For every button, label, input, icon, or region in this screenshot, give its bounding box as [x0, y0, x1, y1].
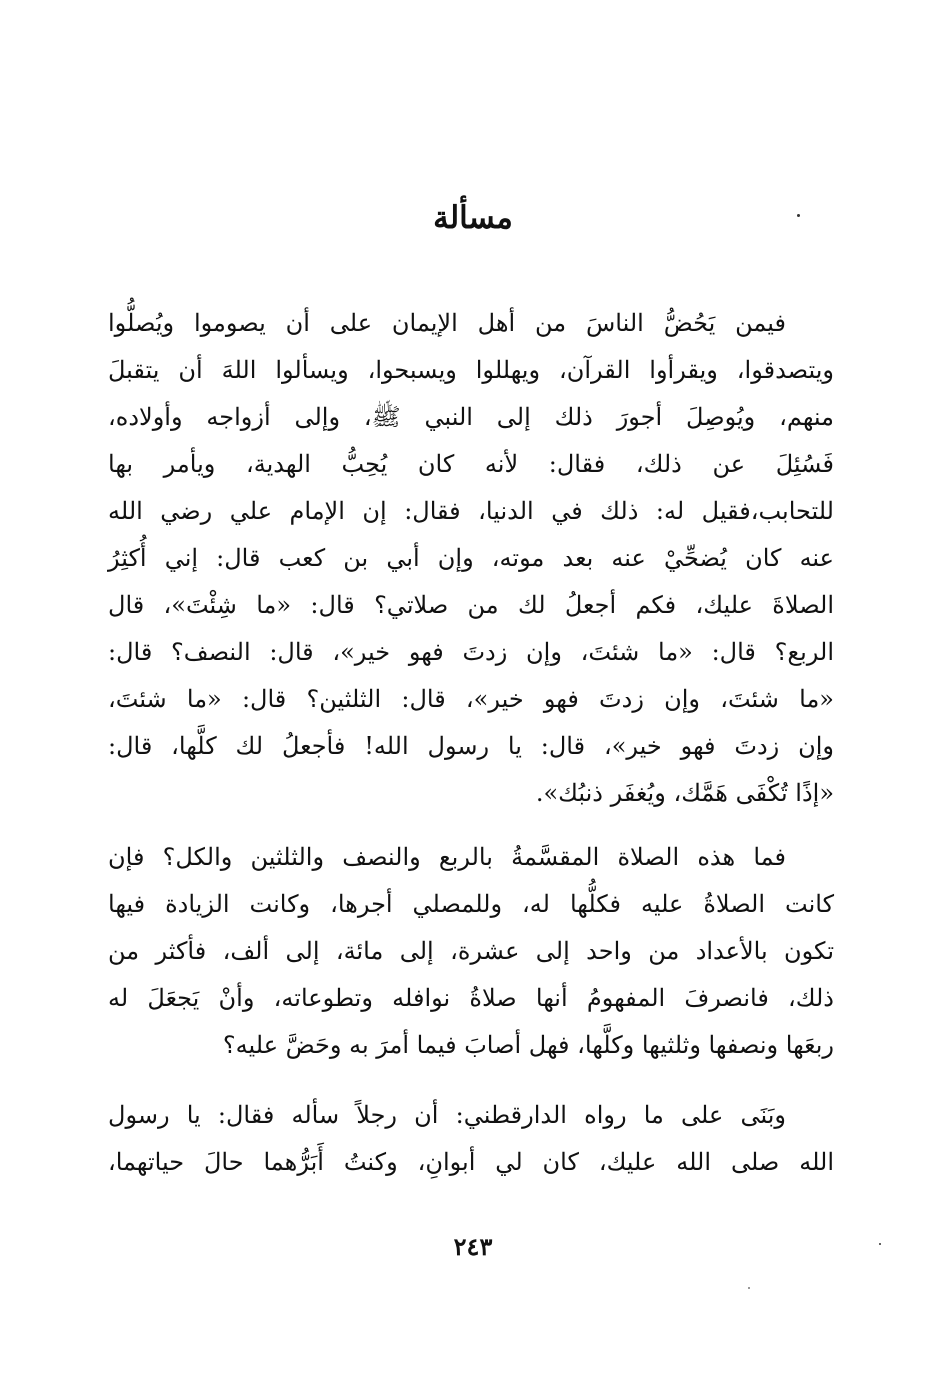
paragraph-1	[108, 300, 834, 817]
text-line: فَسُئِلَ عن ذلك، فقال: لأنه كان يُحِبُّ الهدية، ويأمر بها	[108, 450, 834, 478]
text-line: منهم، ويُوصِلَ أجورَ ذلك إلى النبي ﷺ، وإلى أزواجه وأولاده،	[108, 403, 834, 431]
text-line: تكون بالأعداد من واحد إلى عشرة، إلى مائة، إلى ألف، فأكثر من	[108, 937, 834, 965]
text-line: وإن زدتَ فهو خير»، قال: يا رسول الله! فأجعلُ لك كلَّها، قال:	[108, 732, 834, 760]
text-line: الصلاةَ عليك، فكم أجعلُ لك من صلاتي؟ قال: «ما شِئْتَ»، قال	[108, 591, 834, 619]
page-number: ٢٤٣	[453, 1232, 493, 1261]
paragraph-3	[108, 1092, 834, 1186]
text-line: الله صلى الله عليك، كان لي أبوانِ، وكنتُ أَبَرُّهما حالَ حياتهما،	[108, 1148, 834, 1176]
text-line: فما هذه الصلاة المقسَّمةُ بالربع والنصف والثلثين والكل؟ فإن	[108, 843, 786, 871]
text-line: عنه كان يُضحِّيْ عنه بعد موته، وإن أبي بن كعب قال: إني أُكثِرُ	[108, 544, 834, 572]
scan-speck	[879, 1243, 881, 1245]
text-line: ربعَها ونصفها وثلثيها وكلَّها، فهل أصابَ فيما أمرَ به وحَضَّ عليه؟	[222, 1031, 834, 1059]
text-line: ذلك، فانصرفَ المفهومُ أنها صلاةُ نوافله وتطوعاته، وأنْ يَجعَلَ له	[108, 984, 834, 1012]
scan-speck	[748, 1287, 750, 1289]
paragraph-2	[108, 834, 834, 1069]
text-line: «ما شئتَ، وإن زدتَ فهو خير»، قال: الثلثين؟ قال: «ما شئتَ،	[108, 685, 834, 713]
text-line: «إذًا تُكْفَى هَمَّك، ويُغفَر ذنبُك».	[535, 779, 834, 807]
text-line: وبَنَى على ما رواه الدارقطني: أن رجلاً سأله فقال: يا رسول	[108, 1101, 786, 1129]
text-line: للتحابب،فقيل له: ذلك في الدنيا، فقال: إن الإمام علي رضي الله	[108, 497, 834, 525]
text-line: فيمن يَحُضُّ الناسَ من أهل الإيمان على أن يصوموا ويُصلُّوا	[108, 309, 786, 337]
text-line: ويتصدقوا، ويقرأوا القرآن، ويهللوا ويسبحوا، ويسألوا اللهَ أن يتقبلَ	[108, 356, 834, 384]
text-line: كانت الصلاةُ عليه فكلُّها له، وللمصلي أجرها، وكانت الزيادة فيها	[108, 890, 834, 918]
text-line: الربع؟ قال: «ما شئتَ، وإن زدتَ فهو خير»، قال: النصف؟ قال:	[108, 638, 834, 666]
page-title: مسألة	[433, 200, 513, 236]
scan-speck	[797, 214, 800, 217]
